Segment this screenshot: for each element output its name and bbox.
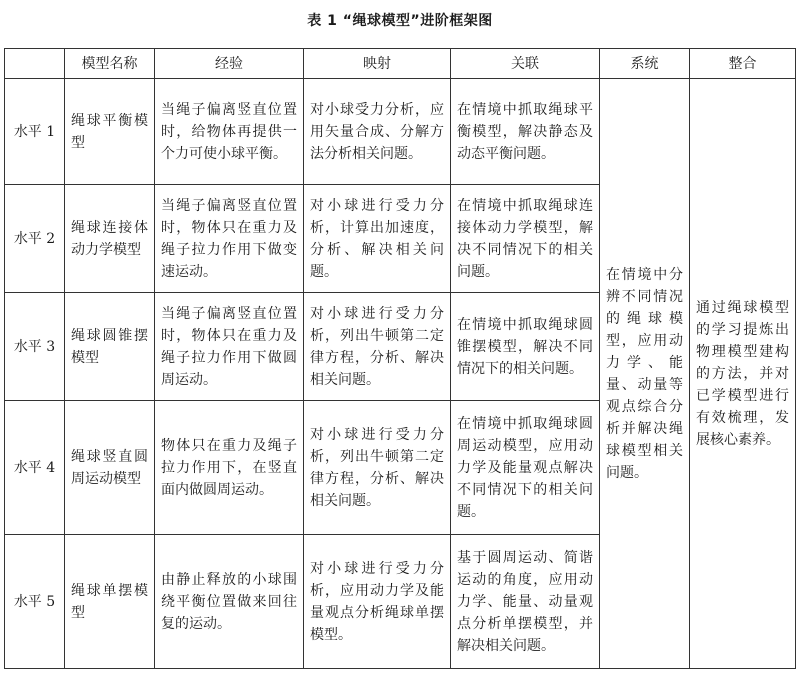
mapping-cell: 对小球进行受力分析，计算出加速度，分析、解决相关问题。	[304, 185, 451, 293]
experience-cell: 当绳子偏离竖直位置时，给物体再提供一个力可使小球平衡。	[155, 79, 304, 185]
mapping-cell: 对小球进行受力分析，列出牛顿第二定律方程，分析、解决相关问题。	[304, 293, 451, 401]
header-system: 系统	[600, 49, 690, 79]
header-integration: 整合	[690, 49, 796, 79]
header-experience: 经验	[155, 49, 304, 79]
table-title: 表 1 “绳球模型”进阶框架图	[307, 13, 493, 29]
level-cell: 水平 2	[5, 185, 65, 293]
association-cell: 在情境中抓取绳球连接体动力学模型，解决不同情况下的相关问题。	[451, 185, 600, 293]
experience-cell: 由静止释放的小球围绕平衡位置做来回往复的运动。	[155, 535, 304, 669]
header-mapping: 映射	[304, 49, 451, 79]
header-model-name: 模型名称	[65, 49, 155, 79]
association-cell: 在情境中抓取绳球平衡模型，解决静态及动态平衡问题。	[451, 79, 600, 185]
header-row	[5, 49, 796, 79]
model-name-cell: 绳球单摆模型	[65, 535, 155, 669]
integration-cell: 通过绳球模型的学习提炼出物理模型建构的方法，并对已学模型进行有效梳理，发展核心素养。	[690, 79, 796, 669]
model-name-cell: 绳球连接体动力学模型	[65, 185, 155, 293]
association-cell: 基于圆周运动、简谐运动的角度，应用动力学、能量、动量观点分析单摆模型，并解决相关问题。	[451, 535, 600, 669]
model-name-cell: 绳球竖直圆周运动模型	[65, 401, 155, 535]
association-cell: 在情境中抓取绳球圆周运动模型，应用动力学及能量观点解决不同情况下的相关问题。	[451, 401, 600, 535]
model-name-cell: 绳球平衡模型	[65, 79, 155, 185]
mapping-cell: 对小球进行受力分析，应用动力学及能量观点分析绳球单摆模型。	[304, 535, 451, 669]
experience-cell: 当绳子偏离竖直位置时，物体只在重力及绳子拉力作用下做圆周运动。	[155, 293, 304, 401]
association-cell: 在情境中抓取绳球圆锥摆模型，解决不同情况下的相关问题。	[451, 293, 600, 401]
level-cell: 水平 1	[5, 79, 65, 185]
level-cell: 水平 4	[5, 401, 65, 535]
table-row	[5, 79, 796, 185]
framework-table	[4, 48, 796, 669]
experience-cell: 当绳子偏离竖直位置时，物体只在重力及绳子拉力作用下做变速运动。	[155, 185, 304, 293]
experience-cell: 物体只在重力及绳子拉力作用下，在竖直面内做圆周运动。	[155, 401, 304, 535]
mapping-cell: 对小球受力分析，应用矢量合成、分解方法分析相关问题。	[304, 79, 451, 185]
system-cell: 在情境中分辨不同情况的绳球模型，应用动力学、能量、动量等观点综合分析并解决绳球模型相关问题。	[600, 79, 690, 669]
level-cell: 水平 5	[5, 535, 65, 669]
level-cell: 水平 3	[5, 293, 65, 401]
header-association: 关联	[451, 49, 600, 79]
header-blank	[5, 49, 65, 79]
mapping-cell: 对小球进行受力分析，列出牛顿第二定律方程，分析、解决相关问题。	[304, 401, 451, 535]
model-name-cell: 绳球圆锥摆模型	[65, 293, 155, 401]
